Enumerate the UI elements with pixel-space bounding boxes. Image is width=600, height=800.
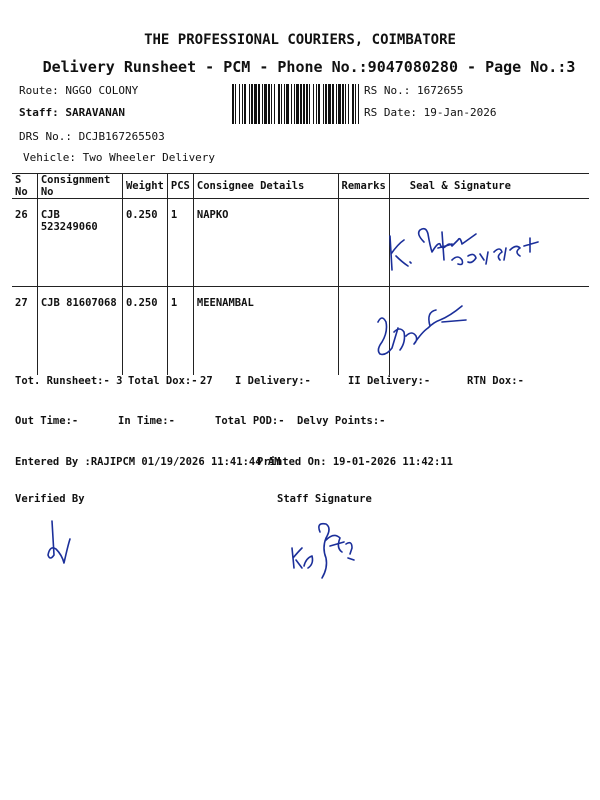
cell-weight: 0.250	[122, 287, 167, 375]
delvy-points: Delvy Points:-	[297, 415, 386, 427]
cell-consignment: CJB 81607068	[37, 287, 122, 375]
cell-pcs: 1	[167, 199, 193, 287]
printed-on: Printed On: 19-01-2026 11:42:11	[257, 456, 453, 468]
column-header-consignment: Consignment No	[37, 174, 122, 199]
total-pod: Total POD:-	[215, 415, 285, 427]
rs-number: RS No.: 1672655	[364, 84, 464, 97]
document-title: THE PROFESSIONAL COURIERS, COIMBATORE	[144, 32, 456, 48]
column-header-remarks: Remarks	[338, 174, 389, 199]
total-runsheet: Tot. Runsheet:- 3	[15, 375, 123, 387]
barcode	[232, 84, 360, 124]
in-time: In Time:-	[118, 415, 175, 427]
receiver-signature-row-26	[380, 212, 550, 276]
table-header-row	[12, 174, 589, 199]
column-header-weight: Weight	[122, 174, 167, 199]
staff-signature-mark	[286, 518, 366, 584]
total-dox-value: 27	[200, 375, 213, 387]
drs-number: DRS No.: DCJB167265503	[19, 130, 165, 143]
rs-date: RS Date: 19-Jan-2026	[364, 106, 497, 119]
column-header-signature: Seal & Signature	[389, 174, 589, 199]
verified-by-signature	[40, 515, 80, 567]
total-dox-label: Total Dox:-	[128, 375, 198, 387]
document-subtitle: Delivery Runsheet - PCM - Phone No.:9047080280 - Page No.:3	[42, 58, 576, 76]
cell-consignment: CJB 523249060	[37, 199, 122, 287]
staff-label: Staff: SARAVANAN	[19, 106, 125, 119]
rtn-dox: RTN Dox:-	[467, 375, 524, 387]
ii-delivery: II Delivery:-	[348, 375, 431, 387]
cell-consignee: MEENAMBAL	[193, 287, 338, 375]
i-delivery: I Delivery:-	[235, 375, 311, 387]
receiver-signature-row-27	[370, 292, 480, 362]
cell-pcs: 1	[167, 287, 193, 375]
entered-by: Entered By :RAJIPCM 01/19/2026 11:41:44 AM	[15, 456, 281, 468]
table-row	[12, 287, 589, 375]
staff-signature-label: Staff Signature	[277, 493, 372, 505]
route-label: Route: NGGO COLONY	[19, 84, 139, 97]
vehicle-label: Vehicle: Two Wheeler Delivery	[23, 151, 216, 164]
cell-consignee: NAPKO	[193, 199, 338, 287]
column-header-consignee: Consignee Details	[193, 174, 338, 199]
column-header-pcs: PCS	[167, 174, 193, 199]
column-header-sno: S No	[12, 174, 37, 199]
cell-sno: 27	[15, 297, 28, 309]
out-time: Out Time:-	[15, 415, 79, 427]
cell-weight: 0.250	[122, 199, 167, 287]
cell-sno: 26	[12, 199, 37, 287]
verified-by-label: Verified By	[15, 493, 85, 505]
